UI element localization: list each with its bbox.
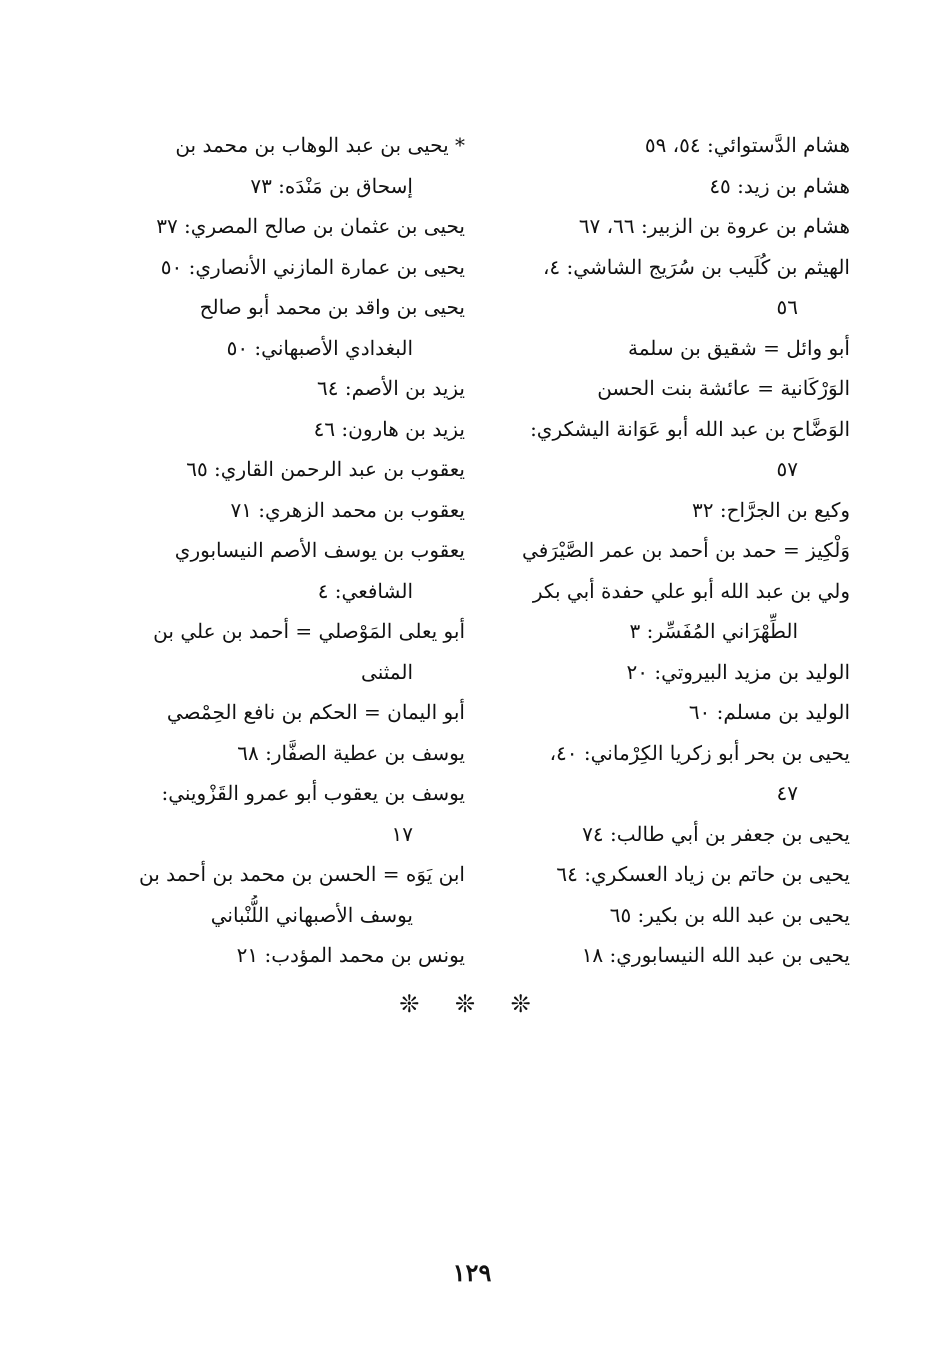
index-entry: هشام بن زيد: ٤٥ xyxy=(709,173,850,198)
index-entry: يحيى بن حاتم بن زياد العسكري: ٦٤ xyxy=(556,862,850,886)
index-entry: يحيى بن عبد الله النيسابوري: ١٨ xyxy=(581,943,850,967)
index-entry: وكيع بن الجرَّاح: ٣٢ xyxy=(691,497,850,522)
index-entry-continuation: ٥٧ xyxy=(776,457,798,481)
index-entry: الوليد بن مسلم: ٦٠ xyxy=(688,700,850,724)
index-entry: يزيد بن هارون: ٤٦ xyxy=(313,416,465,441)
index-column-left xyxy=(130,125,465,976)
index-entry: يحيى بن واقد بن محمد أبو صالح xyxy=(199,295,465,319)
index-entry: الوليد بن مزيد البيروتي: ٢٠ xyxy=(626,659,850,684)
index-entry: أبو يعلى المَوْصلي = أحمد بن علي بن xyxy=(153,619,465,643)
index-entry-continuation: ١٧ xyxy=(391,821,413,846)
index-entry-continuation: ٤٧ xyxy=(776,781,798,805)
index-entry: وَلْكِيز = حمد بن أحمد بن عمر الصَّيْرَفي xyxy=(522,538,850,562)
index-entry: يحيى بن جعفر بن أبي طالب: ٧٤ xyxy=(582,821,850,846)
index-entry-continuation: ٥٦ xyxy=(776,295,798,319)
index-entry: هشام الدَّستوائي: ٥٤، ٥٩ xyxy=(644,133,850,157)
index-entry: يحيى بن بحر أبو زكريا الكِرْماني: ٤٠، xyxy=(549,740,850,765)
index-entry: هشام بن عروة بن الزبير: ٦٦، ٦٧ xyxy=(578,214,850,238)
index-entry: يوسف بن يعقوب أبو عمرو القَزْويني: xyxy=(161,781,465,805)
index-column-right xyxy=(515,125,850,976)
index-entry: يوسف بن عطية الصفَّار: ٦٨ xyxy=(237,740,465,765)
index-entry: الوَرْكَانية = عائشة بنت الحسن xyxy=(597,376,850,400)
index-entry: يونس بن محمد المؤدب: ٢١ xyxy=(236,943,465,967)
index-entry-continuation: البغدادي الأصبهاني: ٥٠ xyxy=(226,335,413,360)
index-entry: أبو اليمان = الحكم بن نافع الحِمْصي xyxy=(166,700,465,724)
index-entry: يزيد بن الأصم: ٦٤ xyxy=(316,376,465,400)
index-entry: يحيى بن عمارة المازني الأنصاري: ٥٠ xyxy=(160,254,465,279)
index-entry-continuation: المثنى xyxy=(361,659,413,684)
index-entry-continuation: الشافعي: ٤ xyxy=(317,578,413,603)
index-entry-continuation: يوسف الأصبهاني اللُّنْباني xyxy=(210,902,413,927)
page-number: ١٢٩ xyxy=(452,1258,492,1287)
index-entry: يعقوب بن يوسف الأصم النيسابوري xyxy=(174,538,465,562)
index-entry: يعقوب بن عبد الرحمن القاري: ٦٥ xyxy=(186,457,465,481)
index-entry: الوَضَّاح بن عبد الله أبو عَوَانة اليشكري: xyxy=(530,416,850,441)
index-entry: يعقوب بن محمد الزهري: ٧١ xyxy=(230,497,465,522)
index-entry: ابن يَوَه = الحسن بن محمد بن أحمد بن xyxy=(138,862,465,886)
index-entry: * يحيى بن عبد الوهاب بن محمد بن xyxy=(175,133,465,157)
index-entry-continuation: الطِّهْرَاني المُفَسِّر: ٣ xyxy=(629,619,798,643)
index-entry: يحيى بن عثمان بن صالح المصري: ٣٧ xyxy=(156,214,465,238)
section-end-ornament: ❊ ❊ ❊ xyxy=(399,990,545,1018)
index-entry: يحيى بن عبد الله بن بكير: ٦٥ xyxy=(609,902,850,927)
index-entry: ولي بن عبد الله أبو علي حفدة أبي بكر xyxy=(532,578,850,603)
index-entry: أبو وائل = شقيق بن سلمة xyxy=(628,335,850,360)
index-entry-continuation: إسحاق بن مَنْدَه: ٧٣ xyxy=(250,173,413,198)
index-entry: الهيثم بن كُلَيب بن سُرَيج الشاشي: ٤، xyxy=(542,254,850,279)
